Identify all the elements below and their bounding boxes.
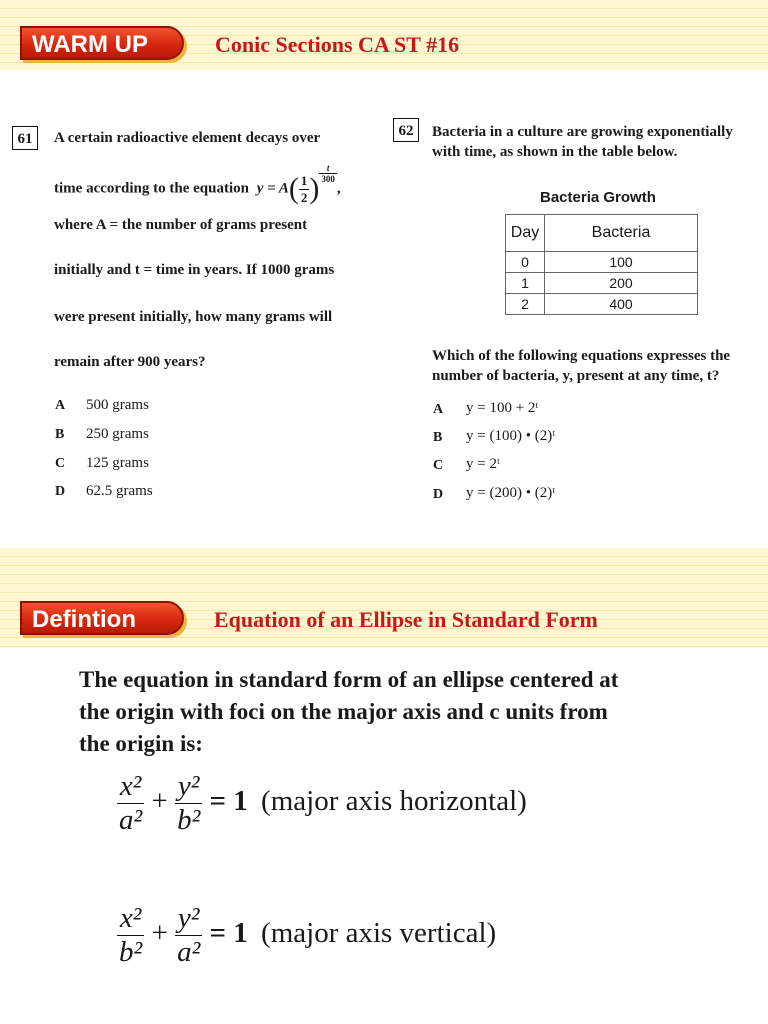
eq1-den2: b² xyxy=(177,804,201,836)
q61-choice-a[interactable]: 500 grams xyxy=(86,397,149,413)
table-cell: 200 xyxy=(545,273,698,294)
definition-title: Equation of an Ellipse in Standard Form xyxy=(214,607,598,632)
question-number-62: 62 xyxy=(393,118,419,142)
q61-exp-num: t xyxy=(319,163,337,174)
eq2-num2: y² xyxy=(177,902,200,934)
ellipse-equation-horizontal xyxy=(117,770,527,837)
warm-up-badge: WARM UP xyxy=(20,26,184,60)
eq1-num1: x² xyxy=(119,770,142,802)
q61-line2 xyxy=(54,162,341,206)
eq1-num2: y² xyxy=(177,770,200,802)
table-header-day: Day xyxy=(506,215,545,252)
q61-choice-d-letter: D xyxy=(55,484,66,499)
eq2-rhs: = 1 xyxy=(209,917,248,950)
bacteria-table xyxy=(505,214,698,315)
eq2-den1: b² xyxy=(119,936,143,968)
definition-line3: the origin is: xyxy=(79,731,203,756)
q61-exp-den: 300 xyxy=(321,173,335,184)
q62-choice-c-letter: C xyxy=(433,458,444,473)
eq2-plus: + xyxy=(151,917,168,950)
eq2-note: (major axis vertical) xyxy=(261,917,497,950)
eq1-den1: a² xyxy=(119,804,143,836)
q61-line5: were present initially, how many grams will xyxy=(54,309,333,325)
q61-choice-c[interactable]: 125 grams xyxy=(86,455,149,471)
eq2-num1: x² xyxy=(119,902,142,934)
q61-line2-prefix: time according to the equation xyxy=(54,180,249,197)
table-row xyxy=(506,294,698,315)
question-number-61: 61 xyxy=(12,126,38,150)
q62-prompt-line1: Which of the following equations expresses the xyxy=(432,348,731,364)
q62-choice-d[interactable]: y = (200) • (2)ᵗ xyxy=(466,485,556,501)
table-cell: 100 xyxy=(545,252,698,273)
q62-choice-d-letter: D xyxy=(433,487,444,502)
q61-line6: remain after 900 years? xyxy=(54,354,206,370)
ellipse-equation-vertical xyxy=(117,902,496,969)
table-cell: 400 xyxy=(545,294,698,315)
table-title: Bacteria Growth xyxy=(540,189,656,206)
q61-line3: where A = the number of grams present xyxy=(54,217,308,233)
table-cell: 0 xyxy=(506,252,545,273)
definition-text xyxy=(79,664,618,760)
q62-choice-c[interactable]: y = 2ᵗ xyxy=(466,456,500,472)
q62-choice-a-letter: A xyxy=(433,402,444,417)
q61-choice-d[interactable]: 62.5 grams xyxy=(86,483,153,499)
q62-line1: Bacteria in a culture are growing exponentially xyxy=(432,124,733,140)
q61-choice-c-letter: C xyxy=(55,456,66,471)
table-header-row xyxy=(506,215,698,252)
table-cell: 1 xyxy=(506,273,545,294)
eq1-note: (major axis horizontal) xyxy=(261,785,527,818)
q61-equation: y = A( $\frac{1}{2}$ ) $\frac{t}{300}$ , xyxy=(256,162,341,205)
q61-eq-tail: , xyxy=(336,180,341,197)
q62-prompt-line2: number of bacteria, y, present at any time, t? xyxy=(432,368,720,384)
table-header-bacteria: Bacteria xyxy=(545,215,698,252)
q61-choice-b[interactable]: 250 grams xyxy=(86,426,149,442)
eq1-rhs: = 1 xyxy=(209,785,248,818)
eq1-plus: + xyxy=(151,785,168,818)
q61-frac-num: 1 xyxy=(300,172,308,188)
q61-choice-b-letter: B xyxy=(55,427,65,442)
definition-line2: the origin with foci on the major axis and c units from xyxy=(79,699,608,724)
q62-choice-a[interactable]: y = 100 + 2ᵗ xyxy=(466,400,539,416)
definition-badge: Defintion xyxy=(20,601,184,635)
q61-eq-lhs: y = A xyxy=(256,180,289,197)
q61-line1: A certain radioactive element decays over xyxy=(54,130,321,146)
q62-line2: with time, as shown in the table below. xyxy=(432,144,678,160)
table-row xyxy=(506,273,698,294)
eq2-den2: a² xyxy=(177,936,201,968)
q62-choice-b[interactable]: y = (100) • (2)ᵗ xyxy=(466,428,556,444)
page-title: Conic Sections CA ST #16 xyxy=(215,32,460,57)
q61-choice-a-letter: A xyxy=(55,398,66,413)
table-cell: 2 xyxy=(506,294,545,315)
q61-frac-den: 2 xyxy=(300,189,308,205)
q62-choice-b-letter: B xyxy=(433,430,443,445)
definition-line1: The equation in standard form of an ellipse centered at xyxy=(79,667,619,692)
q61-line4: initially and t = time in years. If 1000 grams xyxy=(54,262,335,278)
table-row xyxy=(506,252,698,273)
